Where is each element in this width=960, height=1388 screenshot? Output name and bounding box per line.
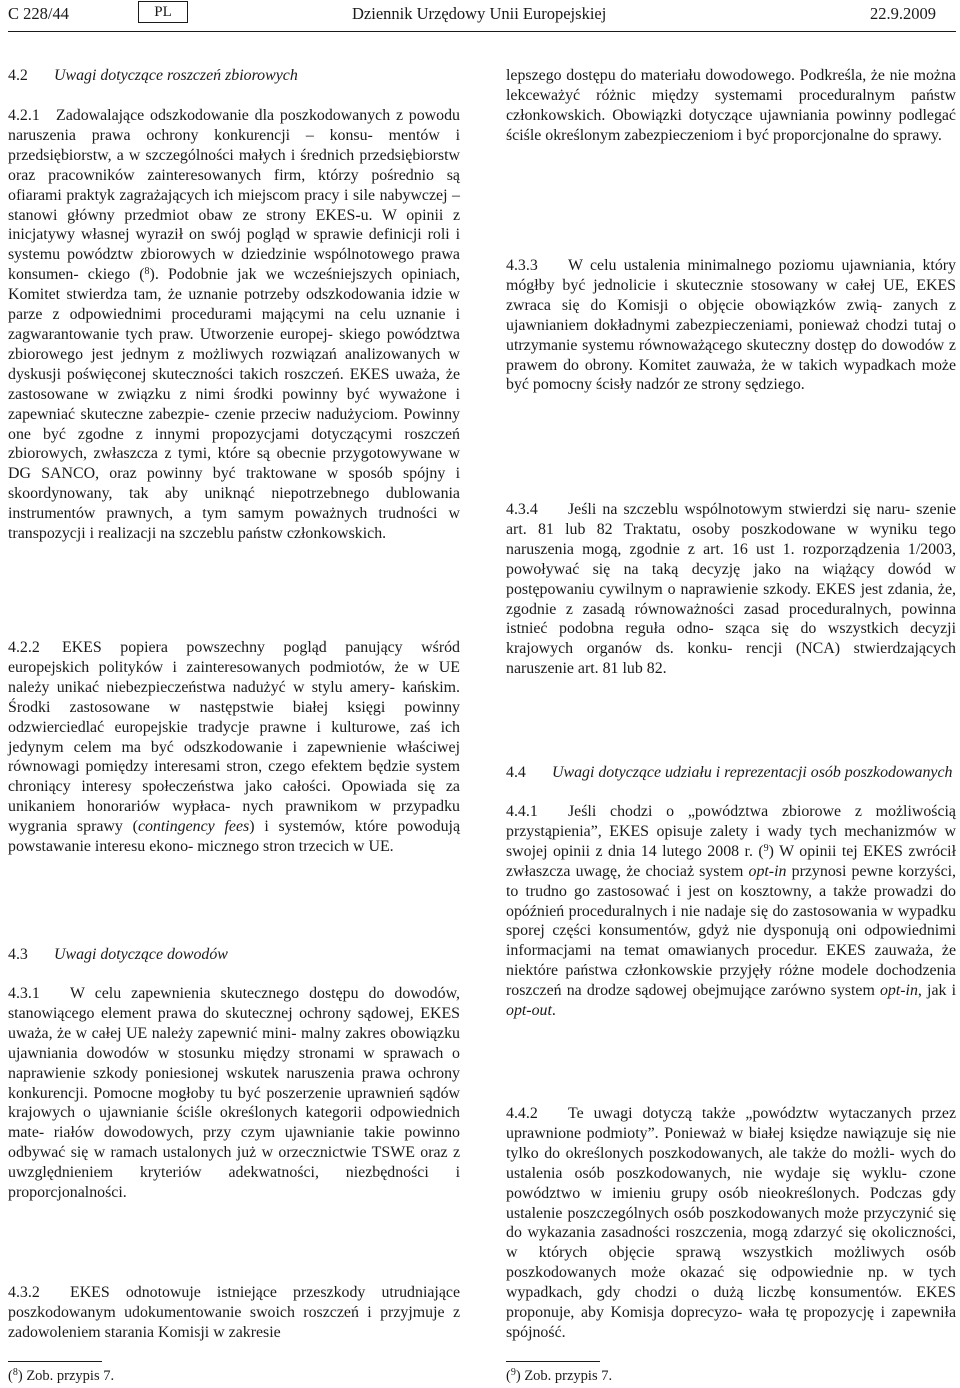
paragraph-number: 4.3.2: [8, 1284, 40, 1301]
paragraph-number: 4.2.1: [8, 107, 40, 124]
paragraph-4-3-3: 4.3.3 W celu ustalenia minimalnego poziomu ujawniania, który mógłby być jednolicie i skutecznie stosowany w całej UE, EKES zwraca się do Komisji o objęcie obowiązków zwią- zanych z ujawnianiem dokładnymi zabezpieczeniami, ponieważ chodzi tutaj o utrzymanie systemu równoważącego skuteczny dostęp do dowodów z prawem do obrony. Komitet zauważa, że w takich wypadkach może być pomocny ścisły nadzór ze strony sędziego.: [506, 257, 956, 394]
section-number: 4.3: [8, 946, 28, 963]
section-number: 4.4: [506, 764, 526, 781]
paragraph-4-2-1: 4.2.1 Zadowalające odszkodowanie dla poszkodowanych z powodu naruszenia prawa ochrony konkurencji – konsu- mentów i przedsiębiorstw, a w szczególności małych i średnich przedsiębiorstw oraz pracowników zainteresowanych firm, którzy pośrednio są ofiarami praktyk zagrażających ich miejscom pracy i sile nabywczej – stanowi główny przedmiot obaw ze strony EKES-u. W opinii z inicjatywy własnej wyraził on swój pogląd w sprawie definicji roli i systemu powództw zbiorowych w dziedzinie wspólnotowego prawa konsumen- ckiego ($^8$). Podobnie jak we wcześniejszych opiniach, Komitet stwierdza tam, że uznanie potrzeby odszkodowania idzie w parze z odpowiednimi procedurami mającymi na celu uznanie i zagwarantowanie tych praw. Utworzenie europej- skiego powództwa zbiorowego jest jednym z możliwych rozwiązań analizowanych w dyskusji poświęconej skuteczności takich roszczeń. EKES uważa, że zastosowane w związku z nimi środki powinny być wyważone i zapewniać skuteczne zabezpie- czenie przeciw nadużyciom. Powinny one być zgodne z innymi propozycjami dotyczącymi roszczeń zbiorowych, zwłaszcza z tymi, które są obecnie przygotowywane w DG SANCO, oraz powinny być traktowane w sposób spójny i skoordynowany, tak aby uniknąć niepotrzebnego dublowania instrumentów prawnych, a tym samym poważnych trudności w transpozycji i realizacji na szczeblu państw członkowskich.: [8, 107, 460, 543]
section-number: 4.2: [8, 67, 28, 84]
footnote-8: ($^8$) Zob. przypis 7.: [8, 1367, 115, 1384]
section-heading-4-2: [8, 66, 298, 86]
footnote-ref-9[interactable]: 9: [763, 842, 769, 854]
section-title: Uwagi dotyczące dowodów: [54, 946, 228, 963]
page-header: [0, 0, 960, 30]
paragraph-number: 4.3.4: [506, 501, 538, 518]
section-title: Uwagi dotyczące roszczeń zbiorowych: [54, 67, 298, 84]
paragraph-number: 4.2.2: [8, 639, 40, 656]
paragraph-number: 4.3.1: [8, 985, 40, 1002]
journal-reference: C 228/44: [8, 4, 69, 23]
header-rule: [8, 31, 956, 32]
paragraph-number: 4.4.2: [506, 1105, 538, 1122]
footnote-9: ($^9$) Zob. przypis 7.: [506, 1367, 613, 1384]
footnote-ref-8[interactable]: 8: [144, 266, 150, 278]
paragraph-4-3-4: 4.3.4 Jeśli na szczeblu wspólnotowym stwierdzi się naru- szenie art. 81 lub 82 Traktatu, osoby poszkodowane w wyniku tego naruszenia mogą, zgodnie z art. 16 ust 1. rozporządzenia 1/2003, powoływać się na taką decyzję jako na wiążący dowód w postępowaniu cywilnym o naprawienie szkody. EKES jest zdania, że, zgodnie z zasadą równoważności zasad proceduralnych, powinna istnieć podobna reguła odno- sząca się do wszystkich decyzji krajowych organów ds. konku- rencji (NCA) stwierdzających naruszenie art. 81 lub 82.: [506, 501, 956, 678]
language-badge: PL: [138, 1, 188, 23]
paragraph-4-3-2-continued: lepszego dostępu do materiału dowodowego. Podkreśla, że nie można lekceważyć różnic między systemami proceduralnym państw członkowskich. Obowiązki dotyczące ujawniania powinny podlegać ściśle określonym zabezpieczeniom i być proporcjonalne do sprawy.: [506, 67, 956, 144]
paragraph-4-3-2: 4.3.2 EKES odnotowuje istniejące przeszkody utrudniające poszkodowanym udokumentowanie swoich roszczeń i przyjmuje z zadowoleniem starania Komisji w zakresie: [8, 1284, 460, 1341]
paragraph-number: 4.4.1: [506, 803, 538, 820]
footnote-rule: [8, 1361, 102, 1362]
paragraph-4-4-1: 4.4.1 Jeśli chodzi o „powództwa zbiorowe z możliwością przystąpienia”, EKES opisuje zalety i wady tych mechanizmów w swojej opinii z dnia 14 lutego 2008 r. ($^9$) W opinii tej EKES zwrócił zwłaszcza uwagę, że chociaż system opt-in przynosi pewne korzyści, to trudno go zastosować i jest on kosztowny, a także prowadzi do opóźnień proceduralnych i nie nadaje się do zastosowania w wypadku sporej części konsumentów, gdyż nie dysponują oni odpowiednimi informacjami na temat omawianych procedur. EKES zauważa, że niektóre państwa członkowskie przyjęły różne modele dochodzenia roszczeń na drodze sądowej obejmujące zarówno system opt-in, jak i opt-out.: [506, 803, 957, 1020]
paragraph-4-2-2: 4.2.2 EKES popiera powszechny pogląd panujący wśród europejskich polityków i zainteresowanych podmiotów, że w UE należy unikać niebezpieczeństwa nadużyć w stylu amery- kańskim. Środki zastosowane w następstwie białej księgi powinny odzwierciedlać europejskie tradycje prawne i kulturowe, zaś ich jedynym celem ma być odszkodowanie i zapewnienie właściwej równowagi pomiędzy interesami stron, czego efektem będzie system chroniący interesy społeczeństwa jako całości. Opowiada się za unikaniem honorariów wypłaca- nych prawnikom w przypadku wygrania sprawy (contingency fees) i systemów, które powodują powstawanie interesu ekono- micznego stron trzecich w UE.: [8, 639, 461, 856]
section-title: Uwagi dotyczące udziału i reprezentacji osób poszkodowanych: [552, 764, 953, 781]
paragraph-4-3-1: 4.3.1 W celu zapewnienia skutecznego dostępu do dowodów, stanowiącego element prawa do skutecznej ochrony sądowej, EKES uważa, że w całej UE należy zapewnić mini- malny zakres obowiązku ujawniania dowodów w stosunku między stronami w sprawach o naprawienie szkody poniesionej wskutek naruszenia prawa ochrony konkurencji. Pomocne mogłoby tu być poszerzenie uprawnień sądów krajowych o ujawnianie ściśle określonych kategorii odpowiednich mate- riałów dowodowych, przy czym ujawnianie takie powinno odbywać się w ramach ustalonych już w orzecznictwie TSWE oraz z uwzględnieniem kryteriów adekwatności, niezbędności i proporcjonalności.: [8, 985, 460, 1202]
paragraph-number: 4.3.3: [506, 257, 538, 274]
publication-date: 22.9.2009: [870, 4, 936, 23]
section-heading-4-4: [506, 763, 952, 783]
journal-title: Dziennik Urzędowy Unii Europejskiej: [352, 4, 607, 23]
paragraph-4-4-2: 4.4.2 Te uwagi dotyczą także „powództw wytaczanych przez uprawnione podmioty”. Ponieważ w białej księdze nawiązuje się nie tylko do określonych poszkodowanych, ale także do możli- wych do ustalenia osób poszkodowanych, nie wydaje się wyklu- czone powództwo w imieniu grupy osób nieokreślonych. Podczas gdy ustalenie poszczególnych osób poszkodowanych może przyczynić się do wykazania zasadności roszczenia, mogą zdarzyć się okoliczności, w których objęcie sprawą wszystkich możliwych osób poszkodowanych może okazać się odpowiednie np. w tych wypadkach, gdy chodzi o dużą liczbę konsumentów. EKES proponuje, aby Komisja doprecyzo- wała tę propozycję i zapewniła spójność.: [506, 1105, 956, 1341]
section-heading-4-3: [8, 945, 228, 965]
footnote-rule: [506, 1361, 600, 1362]
